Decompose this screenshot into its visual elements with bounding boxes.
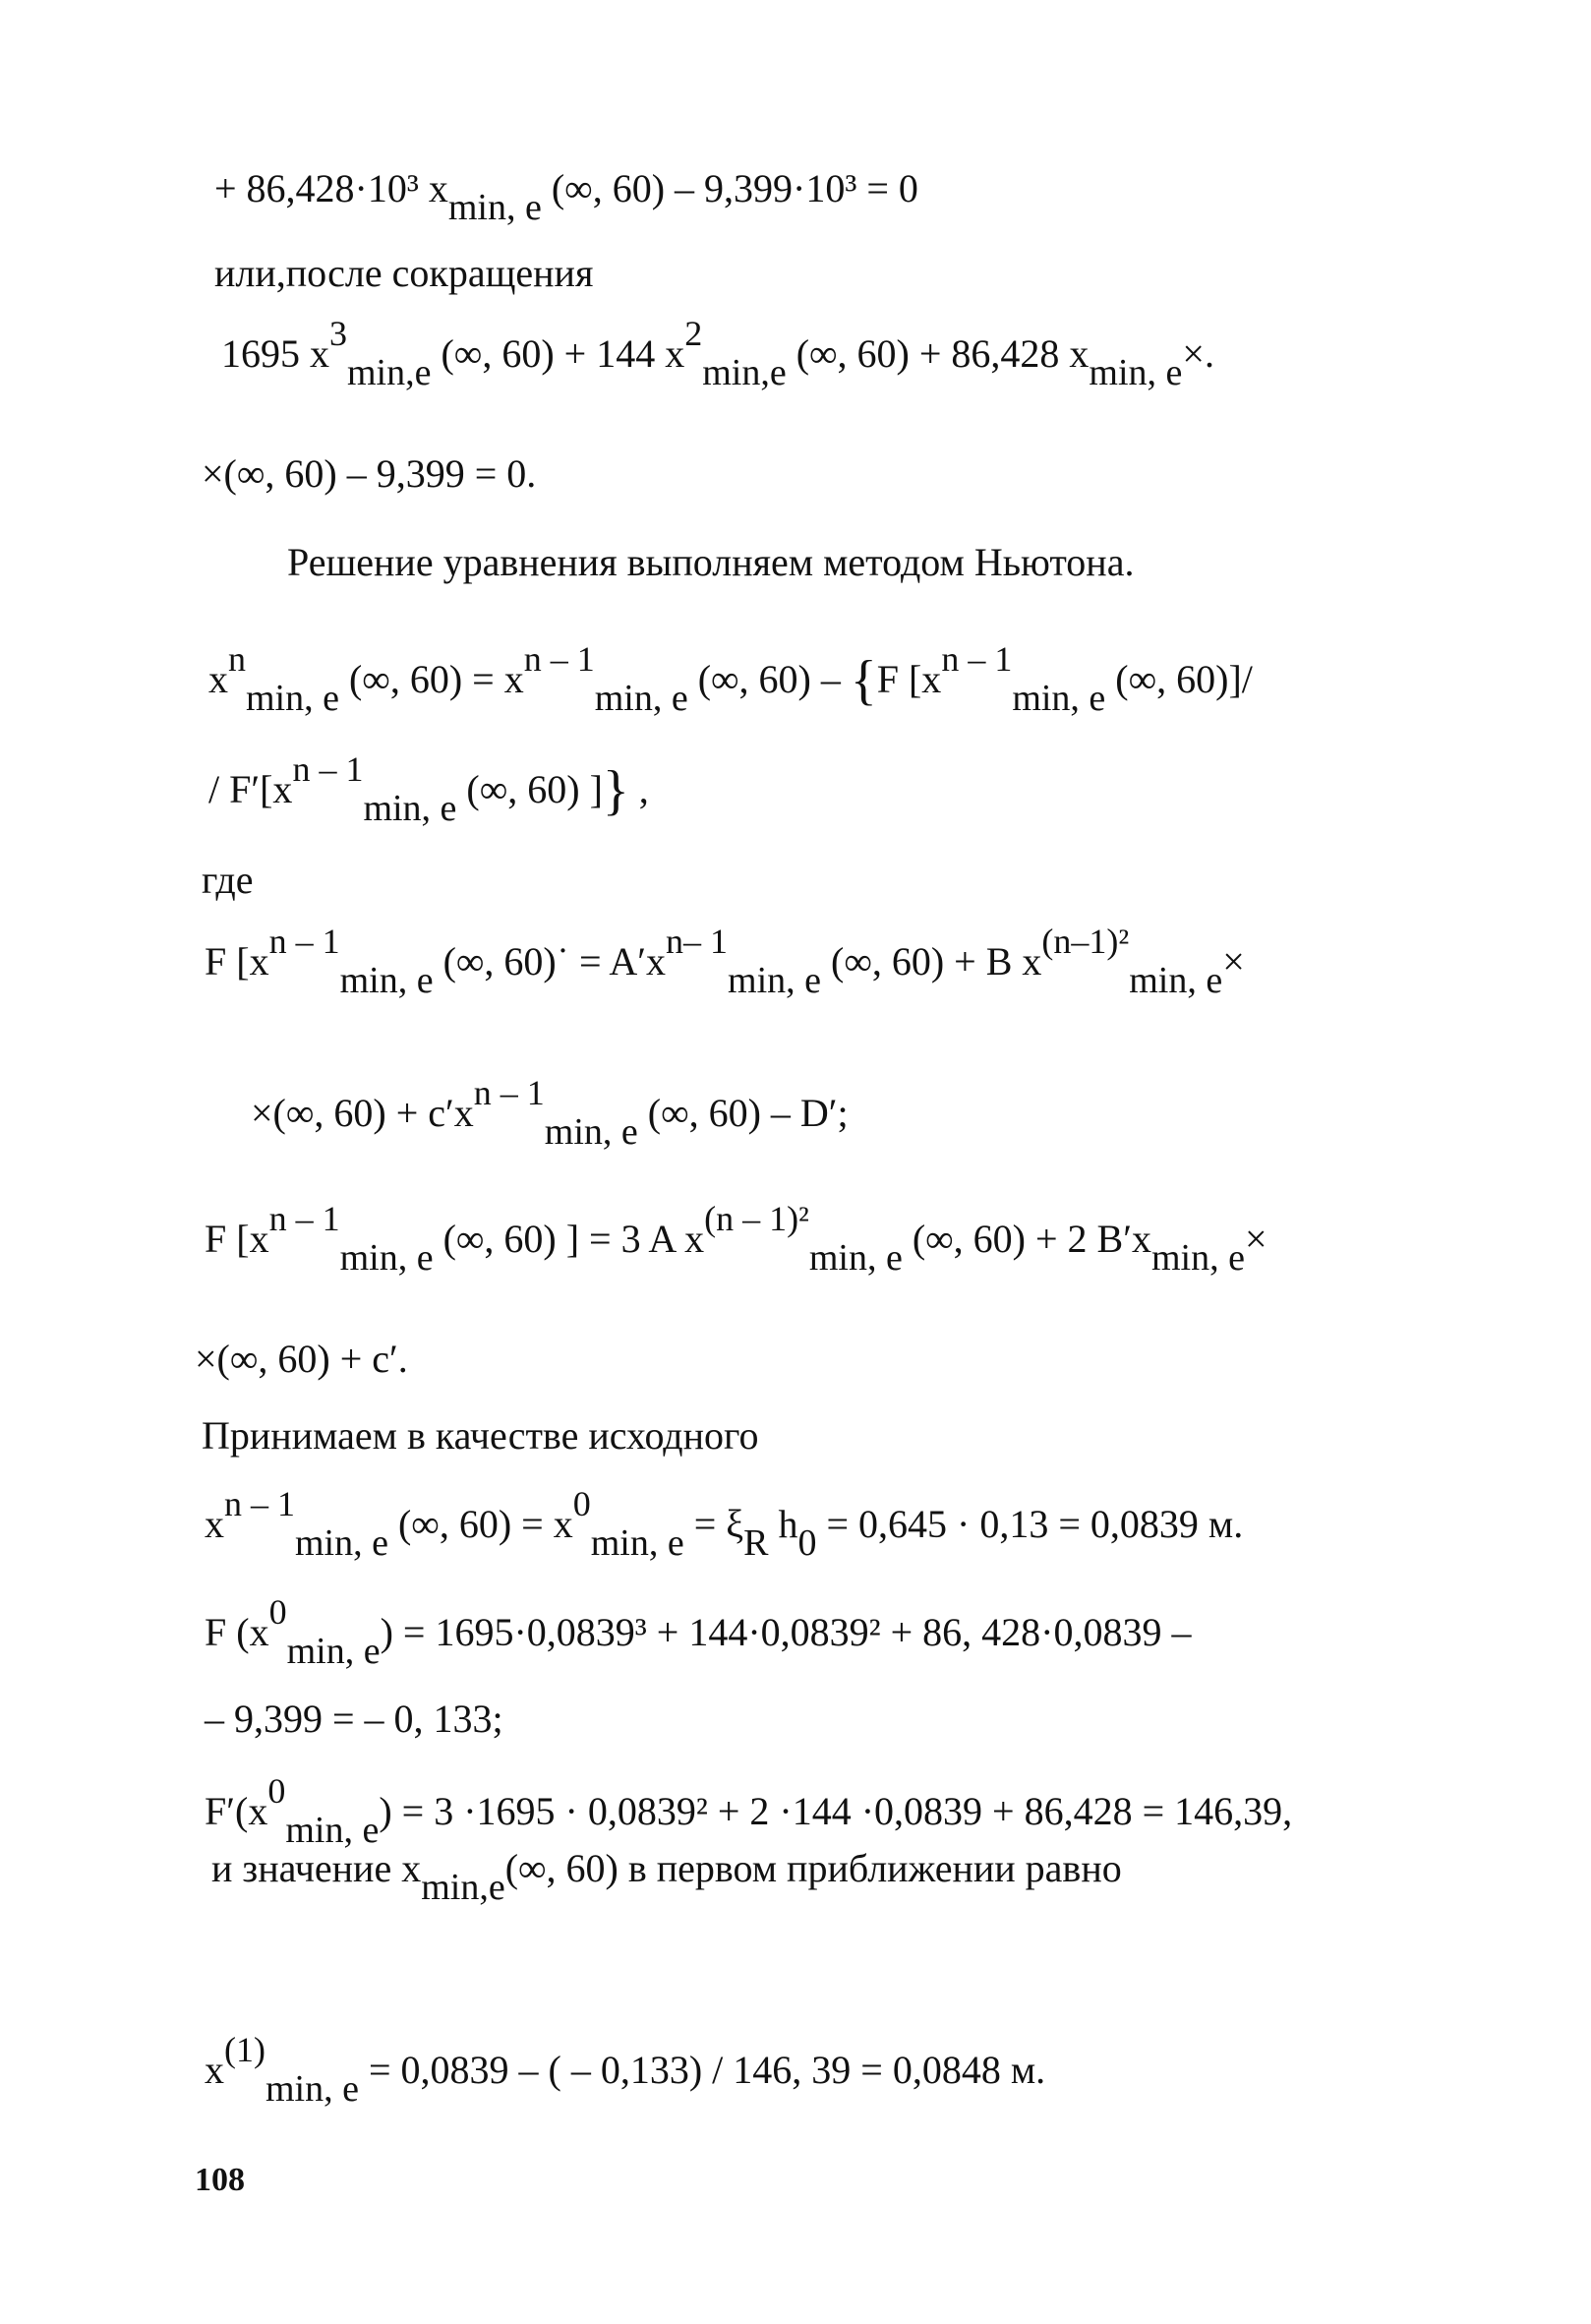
equation-line-15 bbox=[205, 1592, 1192, 1672]
equation-line-1 bbox=[214, 166, 918, 228]
eq3-d: ×. bbox=[1182, 331, 1214, 376]
eq9-sup3: (n–1)² bbox=[1041, 922, 1130, 961]
eq4-text: ×(∞, 60) – 9,399 = 0. bbox=[202, 451, 537, 496]
eq19-sub: min, e bbox=[265, 2068, 359, 2110]
equation-line-9 bbox=[205, 922, 1245, 1001]
eq7-brace: } bbox=[602, 760, 629, 821]
eq14-sup: n – 1 bbox=[224, 1484, 295, 1523]
newton-method-sentence bbox=[287, 540, 1135, 584]
equation-line-19 bbox=[205, 2030, 1046, 2110]
eq7-a: / F′[x bbox=[208, 767, 293, 811]
text-line-5: Решение уравнения выполняем методом Ньютона. bbox=[287, 540, 1135, 584]
eq7-sup: n – 1 bbox=[292, 749, 364, 789]
equation-line-7 bbox=[208, 749, 649, 829]
text-18-b: (∞, 60) в первом приближении равно bbox=[504, 1846, 1122, 1890]
eq3-sup: 3 bbox=[329, 314, 347, 353]
eq6-sub2: min, e bbox=[594, 678, 688, 719]
equation-line-3 bbox=[221, 314, 1214, 393]
eq9-a: F [x bbox=[205, 939, 269, 983]
eq6-c: F [x bbox=[876, 657, 942, 701]
equation-line-14 bbox=[205, 1484, 1244, 1564]
eq14-b: (∞, 60) = x bbox=[387, 1502, 573, 1546]
eq6-a: (∞, 60) = x bbox=[338, 657, 524, 701]
eq14-c: = ξ bbox=[683, 1502, 744, 1546]
equation-line-17 bbox=[205, 1771, 1293, 1851]
eq6-sup: n bbox=[228, 639, 246, 679]
text-line-13: Принимаем в качестве исходного bbox=[202, 1413, 759, 1458]
eq11-sub3: min, e bbox=[1151, 1237, 1245, 1279]
eq14-sub4: 0 bbox=[797, 1522, 817, 1564]
eq9-sub: min, e bbox=[339, 960, 434, 1001]
eq3-a: 1695 x bbox=[221, 331, 329, 376]
eq17-b: ) = 3 ·1695 · 0,0839² + 2 ·144 ·0,0839 + 86,428 = 146,39, bbox=[379, 1789, 1293, 1833]
equation-line-12 bbox=[195, 1337, 408, 1381]
eq14-sub2: min, e bbox=[590, 1522, 684, 1564]
eq14-sub: min, e bbox=[295, 1522, 388, 1564]
eq11-b: (∞, 60) ] = 3 A x bbox=[433, 1217, 705, 1261]
eq19-b: = 0,0839 – ( – 0,133) / 146, 39 = 0,0848 м. bbox=[358, 2048, 1046, 2092]
eq10-sup: n – 1 bbox=[473, 1073, 545, 1112]
eq9-d: × bbox=[1222, 939, 1245, 983]
eq3-c: (∞, 60) + 86,428 x bbox=[786, 331, 1090, 376]
eq11-sup2: (n – 1)² bbox=[704, 1199, 809, 1238]
eq17-sup: 0 bbox=[267, 1771, 286, 1811]
text-18-a: и значение x bbox=[211, 1846, 422, 1890]
equation-line-6 bbox=[208, 639, 1253, 719]
eq11-sub2: min, e bbox=[808, 1237, 903, 1279]
eq9-c: (∞, 60) + B x bbox=[821, 939, 1042, 983]
eq17-a: F′(x bbox=[205, 1789, 268, 1833]
eq3-sup2: 2 bbox=[684, 314, 703, 353]
where-word bbox=[202, 858, 254, 902]
eq9-b: (∞, 60)˙ = A′x bbox=[433, 939, 667, 983]
eq17-sub: min, e bbox=[285, 1810, 380, 1851]
equation-line-10 bbox=[251, 1073, 849, 1153]
eq3-sub2: min,e bbox=[702, 352, 787, 393]
eq7-b: (∞, 60) ] bbox=[456, 767, 603, 811]
eq6-sub: min, e bbox=[246, 678, 339, 719]
eq1-main: + 86,428·10³ x bbox=[214, 166, 448, 210]
eq11-c: (∞, 60) + 2 B′x bbox=[902, 1217, 1151, 1261]
eq9-sub3: min, e bbox=[1129, 960, 1223, 1001]
equation-line-11 bbox=[205, 1199, 1267, 1279]
eq14-a: x bbox=[205, 1502, 224, 1546]
eq6-sub3: min, e bbox=[1012, 678, 1106, 719]
equation-line-4 bbox=[202, 451, 537, 496]
eq6-b: (∞, 60) – bbox=[687, 657, 851, 701]
eq16-text: – 9,399 = – 0, 133; bbox=[205, 1697, 503, 1741]
eq3-sub: min,e bbox=[347, 352, 432, 393]
eq10-b: (∞, 60) – D′; bbox=[637, 1091, 849, 1135]
text-line-2: или,после сокращения bbox=[214, 251, 594, 295]
eq6-x: x bbox=[208, 657, 228, 701]
text-after-reduction bbox=[214, 251, 594, 295]
page-number: 108 bbox=[195, 2162, 245, 2198]
eq1-tail: (∞, 60) – 9,399·10³ = 0 bbox=[541, 166, 918, 210]
first-approximation-sentence bbox=[211, 1846, 1122, 1908]
eq15-sub: min, e bbox=[286, 1631, 381, 1672]
eq14-sup2: 0 bbox=[572, 1484, 591, 1523]
eq15-sup: 0 bbox=[268, 1592, 287, 1632]
eq10-a: ×(∞, 60) + c′x bbox=[251, 1091, 474, 1135]
eq3-b: (∞, 60) + 144 x bbox=[431, 331, 685, 376]
initial-value-sentence bbox=[202, 1413, 759, 1458]
eq15-b: ) = 1695·0,0839³ + 144·0,0839² + 86, 428·0,0839 – bbox=[380, 1610, 1192, 1654]
eq10-sub: min, e bbox=[544, 1111, 638, 1153]
eq7-sub: min, e bbox=[363, 788, 457, 829]
eq14-d: h bbox=[768, 1502, 798, 1546]
text-line-8: где bbox=[202, 858, 254, 902]
eq11-d: × bbox=[1244, 1217, 1267, 1261]
eq6-d: (∞, 60)]/ bbox=[1105, 657, 1253, 701]
eq1-sub: min, e bbox=[447, 187, 542, 228]
eq15-a: F (x bbox=[205, 1610, 269, 1654]
equation-line-16 bbox=[205, 1699, 503, 1739]
eq14-e: = 0,645 · 0,13 = 0,0839 м. bbox=[816, 1502, 1244, 1546]
eq6-brace: { bbox=[850, 650, 877, 711]
eq9-sup: n – 1 bbox=[268, 922, 340, 961]
eq11-sup: n – 1 bbox=[268, 1199, 340, 1238]
eq6-sup3: n – 1 bbox=[941, 639, 1013, 679]
eq9-sub2: min, e bbox=[728, 960, 822, 1001]
eq14-sub3: R bbox=[743, 1522, 769, 1564]
eq19-sup: (1) bbox=[224, 2030, 265, 2069]
eq11-a: F [x bbox=[205, 1217, 269, 1261]
eq6-sup2: n – 1 bbox=[523, 639, 595, 679]
eq3-sub3: min, e bbox=[1089, 352, 1183, 393]
eq7-c: , bbox=[628, 767, 649, 811]
text-18-sub: min,e bbox=[421, 1867, 505, 1908]
eq11-sub: min, e bbox=[339, 1237, 434, 1279]
eq9-sup2: n– 1 bbox=[666, 922, 729, 961]
eq19-a: x bbox=[205, 2048, 224, 2092]
eq12-text: ×(∞, 60) + c′. bbox=[195, 1337, 408, 1381]
